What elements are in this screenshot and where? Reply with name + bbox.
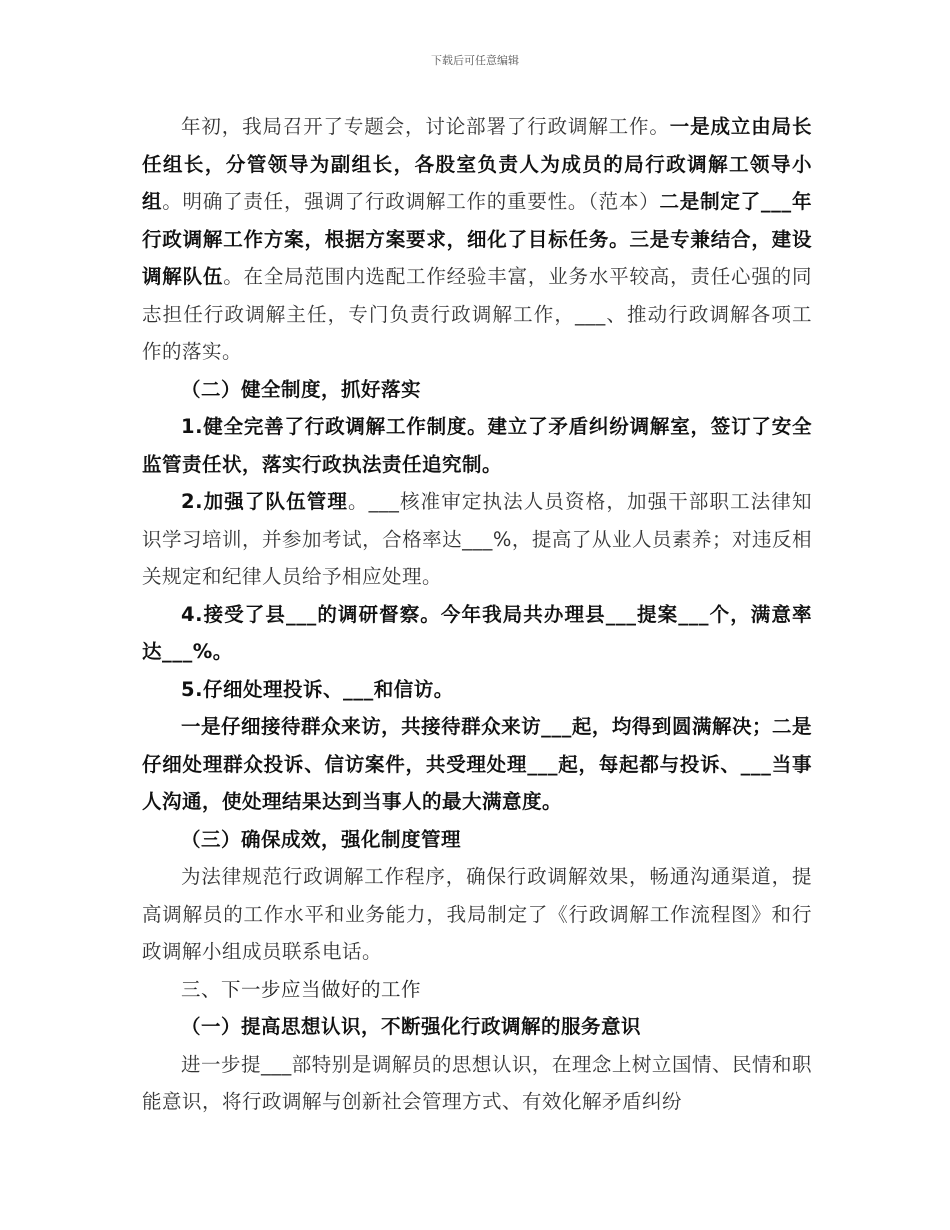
- page-header-note: 下载后可任意编辑: [431, 54, 519, 67]
- section-heading-2-3: （三）确保成效，强化制度管理: [181, 827, 462, 851]
- paragraph-item-5-detail: [142, 708, 812, 821]
- section-heading-3-1: （一）提高思想认识，不断强化行政调解的服务意识: [181, 1015, 642, 1038]
- document-body: [142, 108, 812, 1121]
- text-item-4: 4.接受了县___的调研督察。今年我局共办理县___提案___个，满意率达___%。: [142, 602, 812, 663]
- paragraph-item-1: [142, 408, 812, 483]
- text-item-2-title: 2.加强了队伍管理: [181, 490, 349, 513]
- paragraph-initial-work: [142, 108, 812, 371]
- section-heading-2-2: （二）健全制度，抓好落实: [181, 377, 422, 401]
- paragraph-awareness: 进一步提___部特别是调解员的思想认识，在理念上树立国情、民情和职能意识，将行政调解与创新社会管理方式、有效化解矛盾纠纷: [142, 1052, 812, 1113]
- text-item-5: 5.仔细处理投诉、___和信访。: [181, 677, 454, 701]
- text-bold-plan-and-team: 二是制定了___年行政调解工作方案，根据方案要求，细化了目标任务。三是专兼结合，建设调解队伍: [142, 190, 812, 288]
- section-heading-3: 三、下一步应当做好的工作: [181, 977, 422, 1001]
- text-responsibility: 。明确了责任，强调了行政调解工作的重要性。（范本）: [162, 190, 660, 213]
- text-intro: 年初，我局召开了专题会，讨论部署了行政调解工作。: [181, 115, 670, 138]
- text-item-2-body: 。___核准审定执法人员资格，加强干部职工法律知识学习培训，并参加考试，合格率达___%，提高了从业人员素养；对违反相关规定和纪律人员给予相应处理。: [142, 490, 812, 588]
- paragraph-item-5: [142, 671, 812, 709]
- text-item-1: 1.健全完善了行政调解工作制度。建立了矛盾纠纷调解室，签订了安全监管责任状，落实行政执法责任追究制。: [142, 415, 812, 476]
- paragraph-item-4: [142, 596, 812, 671]
- text-item-5-detail: 一是仔细接待群众来访，共接待群众来访___起，均得到圆满解决；二是仔细处理群众投诉、信访案件，共受理处理___起，每起都与投诉、___当事人沟通，使处理结果达到当事人的最大满意度。: [142, 715, 812, 813]
- paragraph-item-2: [142, 483, 812, 596]
- text-team-selection: 。在全局范围内选配工作经验丰富，业务水平较高，责任心强的同志担任行政调解主任，专门负责行政调解工作，___、推动行政调解各项工作的落实。: [142, 265, 812, 363]
- paragraph-procedure: 为法律规范行政调解工作程序，确保行政调解效果，畅通沟通渠道，提高调解员的工作水平和业务能力，我局制定了《行政调解工作流程图》和行政调解小组成员联系电话。: [142, 865, 812, 963]
- text-bold-leadership-group: 一是成立由局长任组长，分管领导为副组长，各股室负责人为成员的局行政调解工领导小组: [142, 115, 812, 213]
